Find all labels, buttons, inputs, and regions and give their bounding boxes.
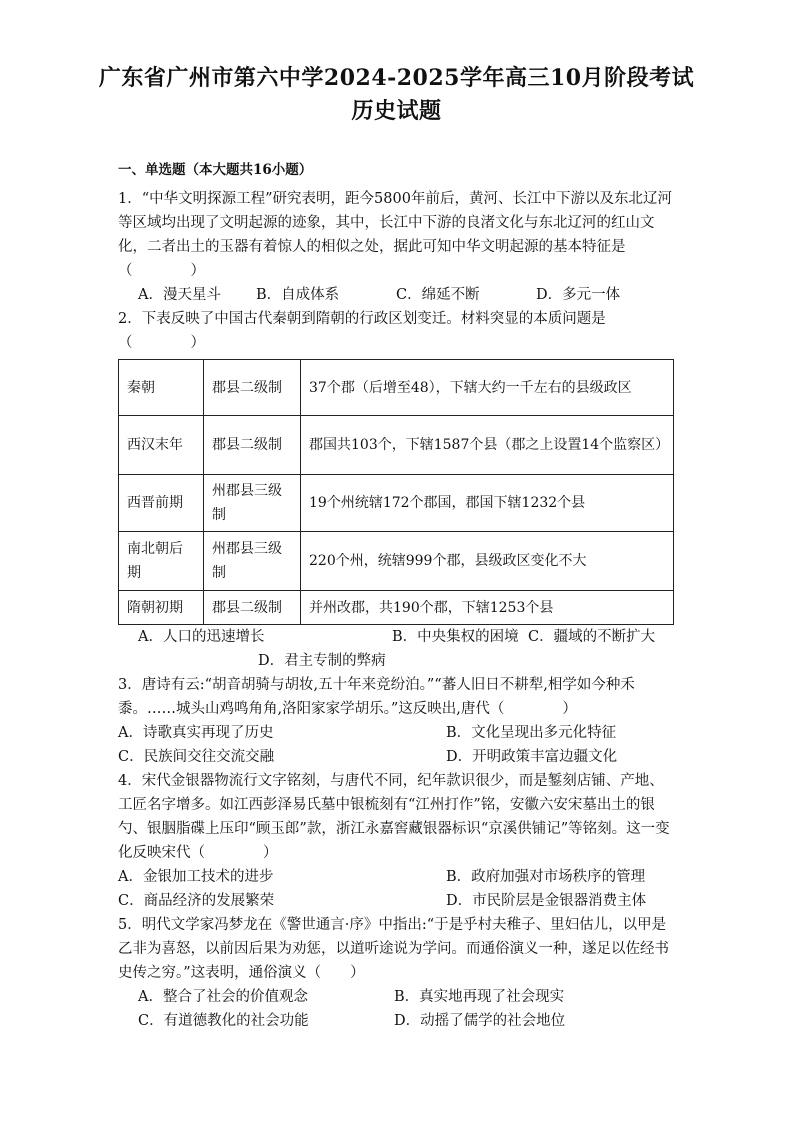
options-row bbox=[118, 1009, 678, 1033]
section-heading: 一、单选题（本大题共16小题） bbox=[118, 162, 313, 178]
options-row bbox=[118, 985, 678, 1009]
option-c: C．疆域的不断扩大 bbox=[528, 629, 656, 645]
option-d: D．多元一体 bbox=[536, 287, 621, 303]
question-5 bbox=[118, 913, 678, 1033]
table-cell: 西晋前期 bbox=[119, 475, 204, 532]
option-b: B．中央集权的困境 bbox=[392, 629, 519, 645]
question-1 bbox=[118, 187, 678, 307]
option-c: C．商品经济的发展繁荣 bbox=[118, 893, 275, 909]
admin-division-table bbox=[118, 359, 674, 625]
option-d: D．君主专制的弊病 bbox=[258, 653, 386, 669]
options-row bbox=[118, 721, 678, 745]
exam-title-line1: 广东省广州市第六中学2024-2025学年高三10月阶段考试 bbox=[98, 65, 695, 91]
table-cell: 州郡县三级制 bbox=[204, 475, 301, 532]
option-b: B．自成体系 bbox=[256, 287, 340, 303]
option-c: C．民族间交往交流交融 bbox=[118, 749, 275, 765]
table-cell: 郡县二级制 bbox=[204, 416, 301, 475]
question-stem: 1．“中华文明探源工程”研究表明，距今5800年前后，黄河、长江中下游以及东北辽河等区域均出现了文明起源的迹象，其中，长江中下游的良渚文化与东北辽河的红山文化，二者出土的玉器有着惊人的相似之处，据此可知中华文明起源的基本特征是（ ） bbox=[118, 191, 672, 279]
table-cell: 西汉末年 bbox=[119, 416, 204, 475]
table-cell: 隋朝初期 bbox=[119, 591, 204, 625]
options-row bbox=[118, 283, 678, 307]
table-cell: 南北朝后期 bbox=[119, 532, 204, 591]
table-cell: 19个州统辖172个郡国，郡国下辖1232个县 bbox=[301, 475, 674, 532]
table-row bbox=[119, 532, 674, 591]
option-c: C．有道德教化的社会功能 bbox=[138, 1013, 309, 1029]
table-cell: 秦朝 bbox=[119, 360, 204, 416]
table-cell: 郡国共103个，下辖1587个县（郡之上设置14个监察区） bbox=[301, 416, 674, 475]
table-cell: 37个郡（后增至48），下辖大约一千左右的县级政区 bbox=[301, 360, 674, 416]
option-a: A．漫天星斗 bbox=[138, 287, 221, 303]
question-stem: 3．唐诗有云:“胡音胡骑与胡妆,五十年来竞纷泊。”“蕃人旧日不耕犁,相学如今种禾黍。……城头山鸡鸣角角,洛阳家家学胡乐。”这反映出,唐代（ ） bbox=[118, 677, 635, 717]
option-b: B．文化呈现出多元化特征 bbox=[446, 725, 617, 741]
question-4 bbox=[118, 769, 678, 913]
option-c: C．绵延不断 bbox=[396, 287, 480, 303]
table-row bbox=[119, 360, 674, 416]
option-a: A．整合了社会的价值观念 bbox=[138, 989, 308, 1005]
question-3 bbox=[118, 673, 678, 769]
table-row bbox=[119, 475, 674, 532]
option-a: A．金银加工技术的进步 bbox=[118, 869, 274, 885]
options-row bbox=[118, 745, 678, 769]
options-row bbox=[118, 625, 678, 649]
table-cell: 州郡县三级制 bbox=[204, 532, 301, 591]
option-d: D．动摇了儒学的社会地位 bbox=[394, 1013, 566, 1029]
option-a: A．人口的迅速增长 bbox=[138, 629, 265, 645]
options-row bbox=[118, 649, 678, 673]
table-cell: 郡县二级制 bbox=[204, 360, 301, 416]
exam-title-line2: 历史试题 bbox=[351, 98, 442, 124]
option-d: D．开明政策丰富边疆文化 bbox=[446, 749, 618, 765]
option-a: A．诗歌真实再现了历史 bbox=[118, 725, 274, 741]
table-cell: 并州改郡，共190个郡，下辖1253个县 bbox=[301, 591, 674, 625]
option-b: B．政府加强对市场秩序的管理 bbox=[446, 869, 646, 885]
table-row bbox=[119, 416, 674, 475]
table-cell: 郡县二级制 bbox=[204, 591, 301, 625]
option-d: D．市民阶层是金银器消费主体 bbox=[446, 893, 647, 909]
table-cell: 220个州，统辖999个郡，县级政区变化不大 bbox=[301, 532, 674, 591]
options-row bbox=[118, 865, 678, 889]
question-2 bbox=[118, 307, 678, 673]
question-stem: 4．宋代金银器物流行文字铭刻，与唐代不同，纪年款识很少，而是錾刻店铺、产地、工匠名字增多。如江西彭泽易氏墓中银梳刻有“江州打作”铭，安徽六安宋墓出土的银勺、银胭脂碟上压印“顾玉郎”款，浙江永嘉窖藏银器标识“京溪供铺记”等铭刻。这一变化反映宋代（ ） bbox=[118, 773, 670, 861]
questions-body bbox=[118, 187, 678, 1033]
options-row bbox=[118, 889, 678, 913]
question-stem: 2．下表反映了中国古代秦朝到隋朝的行政区划变迁。材料突显的本质问题是（ ） bbox=[118, 311, 606, 351]
option-b: B．真实地再现了社会现实 bbox=[394, 989, 565, 1005]
question-stem: 5．明代文学家冯梦龙在《警世通言·序》中指出:“于是乎村夫稚子、里妇估儿，以甲是乙非为喜怒，以前因后果为劝惩，以道听途说为学问。而通俗演义一种，遂足以佐经书史传之穷。”这表明，通俗演义（ ） bbox=[118, 917, 669, 981]
table-row bbox=[119, 591, 674, 625]
